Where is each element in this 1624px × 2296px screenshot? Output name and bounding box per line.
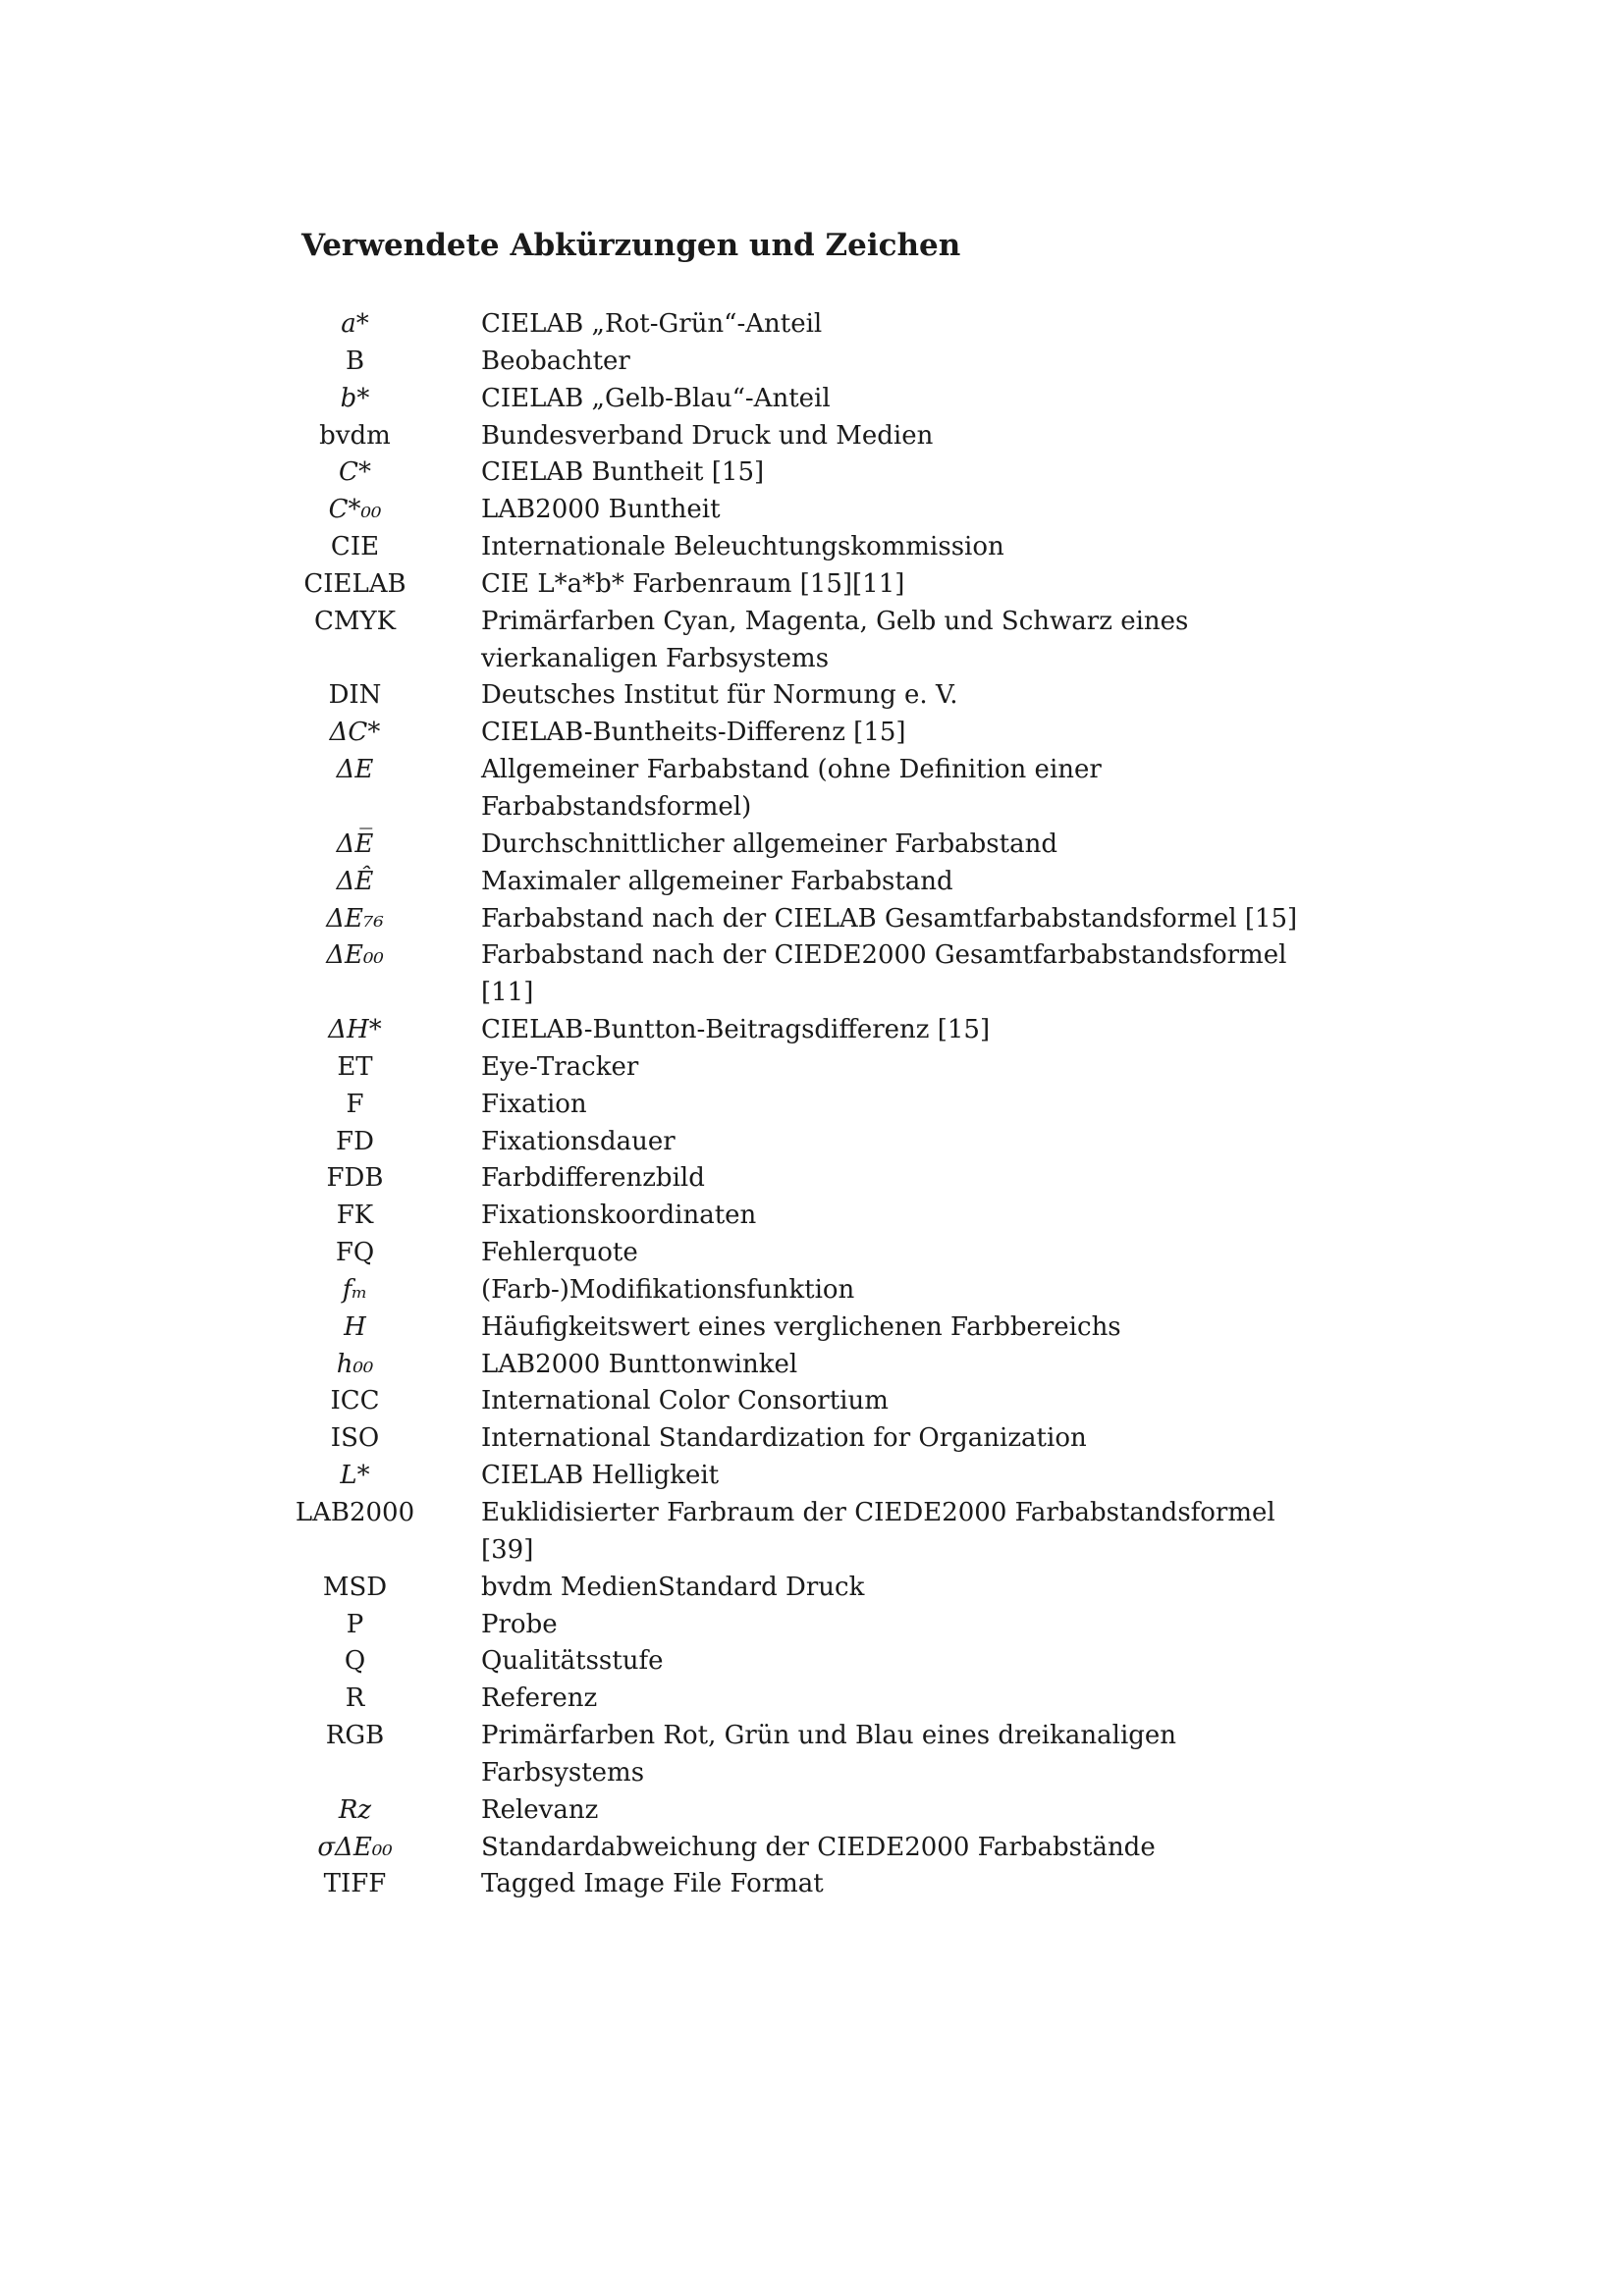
abbreviation-description: CIELAB Buntheit [15] [481,457,765,488]
abbreviation-description: International Color Consortium [481,1386,889,1416]
abbreviation-row [285,1830,1365,1867]
abbreviation-description: Fixationsdauer [481,1126,676,1156]
abbreviation-row [285,1681,1365,1718]
abbreviation-description: Maximaler allgemeiner Farbabstand [481,866,953,896]
abbreviation-symbol: MSD [322,1572,388,1602]
abbreviation-list [285,306,1365,1903]
abbreviation-row [285,752,1365,827]
abbreviation-symbol: bvdm [319,420,391,451]
abbreviation-symbol: C*₀₀ [328,495,382,525]
abbreviation-symbol: ΔE [336,755,374,785]
abbreviation-row [285,1198,1365,1235]
abbreviation-symbol: CMYK [313,606,397,636]
abbreviation-row [285,1792,1365,1830]
abbreviation-row [285,1866,1365,1903]
abbreviation-row [285,454,1365,492]
abbreviation-symbol: ΔÊ [336,866,374,896]
abbreviation-description: Tagged Image File Format [481,1869,824,1899]
abbreviation-symbol: Q [344,1646,366,1677]
section-heading: Verwendete Abkürzungen und Zeichen [301,228,961,263]
abbreviation-symbol: FQ [335,1238,375,1268]
abbreviation-description: Häufigkeitswert eines verglichenen Farbbereichs [481,1311,1121,1342]
abbreviation-symbol: fₘ [342,1274,368,1305]
abbreviation-row [285,937,1365,1012]
abbreviation-symbol: b* [340,383,370,413]
abbreviation-description: International Standardization for Organization [481,1423,1087,1454]
abbreviation-description: Beobachter [481,346,630,376]
abbreviation-description: LAB2000 Buntheit [481,495,721,525]
abbreviation-description: CIELAB „Rot-Grün“-Anteil [481,309,823,339]
abbreviation-symbol: RGB [325,1721,385,1751]
abbreviation-description: CIELAB „Gelb-Blau“-Anteil [481,383,831,413]
abbreviation-row [285,1643,1365,1681]
abbreviation-row [285,1272,1365,1309]
abbreviation-description: CIELAB Helligkeit [481,1461,720,1491]
abbreviation-description: LAB2000 Bunttonwinkel [481,1349,798,1379]
abbreviation-symbol: P [346,1609,364,1639]
abbreviation-description: Referenz [481,1683,598,1714]
abbreviation-description: Farbabstand nach der CIELAB Gesamtfarbabstandsformel [15] [481,903,1298,934]
abbreviation-symbol: CIELAB [303,568,406,599]
abbreviation-symbol: R [345,1683,365,1714]
abbreviation-symbol: TIFF [323,1869,387,1899]
abbreviation-row [285,1087,1365,1124]
abbreviation-symbol: FDB [326,1163,384,1194]
abbreviation-symbol: LAB2000 [295,1498,415,1527]
abbreviation-row [285,306,1365,344]
abbreviation-description: Fixationskoordinaten [481,1201,757,1231]
abbreviation-symbol: ΔE₀₀ [326,940,384,971]
abbreviation-symbol: DIN [328,680,382,711]
abbreviation-symbol: h₀₀ [336,1349,374,1379]
abbreviation-row [285,1570,1365,1607]
abbreviation-row [285,1383,1365,1420]
abbreviation-description: Probe [481,1609,558,1639]
abbreviation-row [285,1458,1365,1495]
abbreviation-description: Standardabweichung der CIEDE2000 Farbabstände [481,1832,1156,1862]
abbreviation-description: Farbdifferenzbild [481,1163,705,1194]
abbreviation-symbol: Rz [338,1794,372,1825]
abbreviation-description: CIELAB-Buntton-Beitragsdifferenz [15] [481,1015,991,1045]
abbreviation-row [285,1718,1365,1792]
abbreviation-row [285,566,1365,604]
abbreviation-row [285,344,1365,381]
abbreviation-description: (Farb-)Modifikationsfunktion [481,1274,855,1305]
abbreviation-row [285,492,1365,529]
abbreviation-symbol: ΔH* [328,1015,382,1045]
abbreviation-symbol: H [344,1311,366,1342]
abbreviation-symbol: L* [340,1461,370,1491]
abbreviation-description: Fixation [481,1089,587,1119]
abbreviation-description: Bundesverband Druck und Medien [481,420,934,451]
abbreviation-symbol: ICC [330,1386,380,1416]
abbreviation-symbol: ΔE₇₆ [326,903,384,934]
abbreviation-row [285,827,1365,864]
abbreviation-row [285,715,1365,752]
abbreviation-symbol: ET [337,1051,373,1082]
abbreviation-row [285,864,1365,901]
abbreviation-description: bvdm MedienStandard Druck [481,1572,865,1602]
abbreviation-row [285,1607,1365,1644]
abbreviation-description: CIE L*a*b* Farbenraum [15][11] [481,568,905,599]
abbreviation-description: Relevanz [481,1794,599,1825]
abbreviation-symbol: FD [336,1126,374,1156]
abbreviation-symbol: F [346,1089,364,1119]
abbreviation-row [285,529,1365,566]
abbreviation-row [285,1495,1365,1570]
abbreviation-symbol: B [345,346,365,376]
abbreviation-row [285,1160,1365,1198]
abbreviation-description: Farbabstand nach der CIEDE2000 Gesamtfarbabstandsformel [11] [481,940,1287,1008]
abbreviation-description: Primärfarben Rot, Grün und Blau eines dreikanaligen Farbsystems [481,1721,1177,1788]
abbreviation-row [285,677,1365,715]
abbreviation-row [285,1235,1365,1272]
abbreviation-symbol: ΔE̅ [336,828,374,859]
abbreviation-description: CIELAB-Buntheits-Differenz [15] [481,718,906,748]
abbreviation-row [285,381,1365,418]
abbreviation-description: Euklidisierter Farbraum der CIEDE2000 Farbabstandsformel [39] [481,1498,1275,1565]
abbreviation-row [285,1049,1365,1087]
abbreviation-description: Primärfarben Cyan, Magenta, Gelb und Schwarz eines vierkanaligen Farbsystems [481,606,1189,673]
abbreviation-symbol: σΔE₀₀ [317,1832,393,1862]
abbreviation-symbol: C* [339,457,371,488]
abbreviation-description: Durchschnittlicher allgemeiner Farbabstand [481,828,1057,859]
abbreviation-row [285,901,1365,938]
abbreviation-description: Internationale Beleuchtungskommission [481,532,1004,562]
abbreviation-row [285,1124,1365,1161]
abbreviation-description: Deutsches Institut für Normung e. V. [481,680,958,711]
abbreviation-symbol: a* [341,309,369,339]
abbreviation-description: Qualitätsstufe [481,1646,664,1677]
abbreviation-row [285,1012,1365,1049]
abbreviation-row [285,1309,1365,1347]
abbreviation-symbol: ΔC* [329,718,381,748]
abbreviation-row [285,1420,1365,1458]
abbreviation-description: Eye-Tracker [481,1051,639,1082]
abbreviation-description: Fehlerquote [481,1238,638,1268]
abbreviation-row [285,418,1365,455]
abbreviation-row [285,604,1365,678]
abbreviation-description: Allgemeiner Farbabstand (ohne Definition einer Farbabstandsformel) [481,755,1102,822]
abbreviation-symbol: CIE [330,532,380,562]
abbreviation-symbol: FK [336,1201,374,1231]
abbreviation-row [285,1347,1365,1384]
abbreviation-symbol: ISO [330,1423,380,1454]
